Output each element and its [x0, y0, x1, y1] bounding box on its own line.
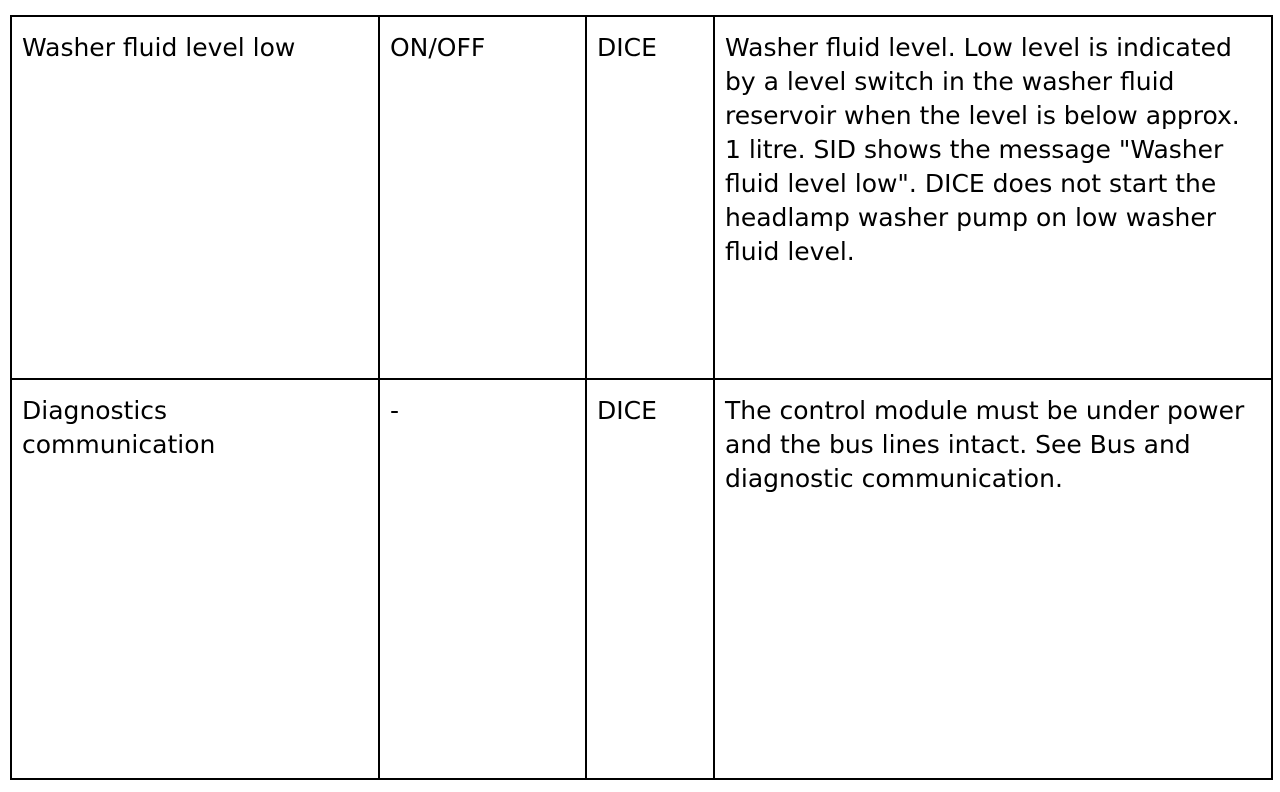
- signal-name-cell: Washer fluid level low: [11, 16, 379, 379]
- table-row: [11, 379, 1272, 779]
- signal-state-cell: ON/OFF: [379, 16, 586, 379]
- description-cell: Washer fluid level. Low level is indicated by a level switch in the washer fluid reservoir when the level is below approx. 1 litre. SID shows the message "Washer fluid level low". DICE does not start the headlamp washer pump on low washer fluid level.: [714, 16, 1272, 379]
- signal-state-cell: -: [379, 379, 586, 779]
- control-module-cell: DICE: [586, 379, 714, 779]
- description-cell: The control module must be under power and the bus lines intact. See Bus and diagnostic communication.: [714, 379, 1272, 779]
- signal-table: [10, 15, 1273, 780]
- control-module-cell: DICE: [586, 16, 714, 379]
- table-row: [11, 16, 1272, 379]
- signal-name-cell: Diagnostics communication: [11, 379, 379, 779]
